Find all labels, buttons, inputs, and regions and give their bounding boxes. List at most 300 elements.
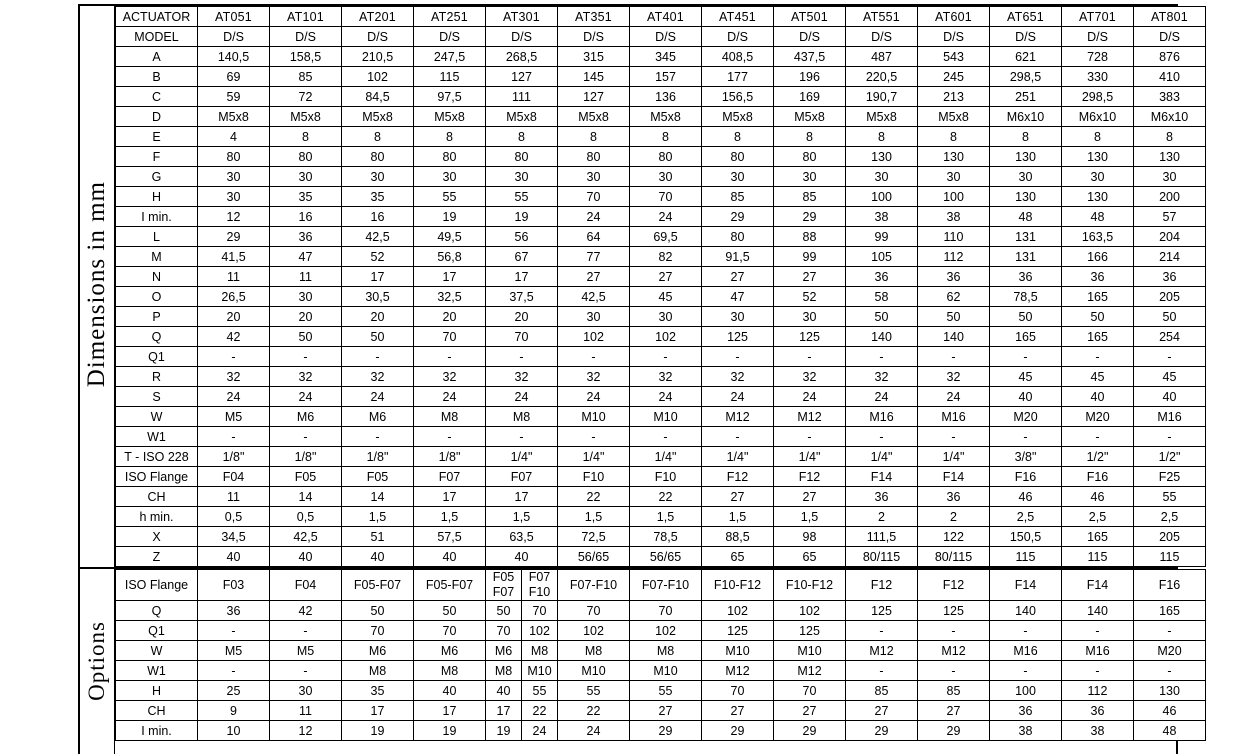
cell: 17 — [486, 267, 558, 287]
cell: 55 — [1134, 487, 1206, 507]
cell: 40 — [342, 547, 414, 567]
cell: M20 — [990, 407, 1062, 427]
cell: 91,5 — [702, 247, 774, 267]
table-row — [116, 467, 1206, 487]
row-label: ISO Flange — [116, 570, 198, 601]
cell: 251 — [990, 87, 1062, 107]
cell: 20 — [342, 307, 414, 327]
cell: 57 — [1134, 207, 1206, 227]
cell: M12 — [702, 661, 774, 681]
cell: M5x8 — [342, 107, 414, 127]
cell: - — [846, 661, 918, 681]
cell: 247,5 — [414, 47, 486, 67]
cell: - — [1062, 661, 1134, 681]
cell: M10 — [702, 641, 774, 661]
split-left: M6 — [486, 641, 522, 660]
cell: F04 — [198, 467, 270, 487]
row-label: Q1 — [116, 621, 198, 641]
cell: 29 — [702, 207, 774, 227]
cell: 165 — [1062, 527, 1134, 547]
cell: - — [270, 621, 342, 641]
model-header-8: AT501 — [774, 7, 846, 27]
cell: 56 — [486, 227, 558, 247]
cell: 1,5 — [414, 507, 486, 527]
cell: 51 — [342, 527, 414, 547]
cell-split — [486, 661, 558, 681]
cell: 24 — [774, 387, 846, 407]
cell: M6 — [342, 407, 414, 427]
cell: 165 — [1062, 287, 1134, 307]
cell: - — [630, 427, 702, 447]
table-row — [116, 601, 1206, 621]
cell: 64 — [558, 227, 630, 247]
cell: 8 — [270, 127, 342, 147]
ds-cell-12: D/S — [1062, 27, 1134, 47]
split-container — [486, 641, 557, 660]
cell: 40 — [1134, 387, 1206, 407]
cell: M6x10 — [1134, 107, 1206, 127]
cell: M5x8 — [486, 107, 558, 127]
cell: 190,7 — [846, 87, 918, 107]
cell: - — [918, 621, 990, 641]
cell: 30 — [558, 307, 630, 327]
cell: 140 — [1062, 601, 1134, 621]
cell: 35 — [270, 187, 342, 207]
cell: 8 — [630, 127, 702, 147]
cell: 36 — [918, 487, 990, 507]
cell: - — [702, 347, 774, 367]
table-row — [116, 621, 1206, 641]
cell: 17 — [414, 487, 486, 507]
split-container — [486, 721, 557, 740]
cell: 50 — [270, 327, 342, 347]
cell: 125 — [702, 327, 774, 347]
cell: M12 — [918, 641, 990, 661]
cell: 40 — [198, 547, 270, 567]
model-header-13: AT801 — [1134, 7, 1206, 27]
cell: 27 — [774, 487, 846, 507]
cell: - — [270, 347, 342, 367]
cell: 150,5 — [990, 527, 1062, 547]
cell: 0,5 — [198, 507, 270, 527]
cell: 12 — [198, 207, 270, 227]
cell: 1/8" — [342, 447, 414, 467]
cell: 20 — [486, 307, 558, 327]
cell: 32 — [198, 367, 270, 387]
model-header-9: AT551 — [846, 7, 918, 27]
cell-split — [486, 701, 558, 721]
cell: 80/115 — [846, 547, 918, 567]
cell: 24 — [630, 387, 702, 407]
cell: 196 — [774, 67, 846, 87]
table-row — [116, 721, 1206, 741]
table-row — [116, 661, 1206, 681]
options-grid — [115, 569, 1206, 741]
cell: 115 — [990, 547, 1062, 567]
cell: 16 — [270, 207, 342, 227]
row-label: D — [116, 107, 198, 127]
options-iso-flange-row — [116, 570, 1206, 601]
cell: 105 — [846, 247, 918, 267]
cell: M12 — [774, 661, 846, 681]
cell: 27 — [702, 701, 774, 721]
cell: M8 — [630, 641, 702, 661]
cell: 11 — [270, 267, 342, 287]
cell: M8 — [558, 641, 630, 661]
cell: 45 — [1134, 367, 1206, 387]
cell: 10 — [198, 721, 270, 741]
cell: 156,5 — [702, 87, 774, 107]
row-label: Q — [116, 327, 198, 347]
cell: 40 — [990, 387, 1062, 407]
cell: M8 — [414, 407, 486, 427]
split-left: 17 — [486, 701, 522, 720]
ds-cell-7: D/S — [702, 27, 774, 47]
model-header-1: AT101 — [270, 7, 342, 27]
cell: 315 — [558, 47, 630, 67]
cell: 140 — [918, 327, 990, 347]
cell: 30 — [630, 307, 702, 327]
split-right: 102 — [529, 623, 550, 638]
model-header-5: AT351 — [558, 7, 630, 27]
cell: 8 — [990, 127, 1062, 147]
options-side-label-cell — [80, 569, 115, 754]
row-label: H — [116, 187, 198, 207]
cell: 125 — [846, 601, 918, 621]
cell: - — [1134, 347, 1206, 367]
cell: 213 — [918, 87, 990, 107]
cell: 140,5 — [198, 47, 270, 67]
cell: 69,5 — [630, 227, 702, 247]
cell: F05-F07 — [342, 570, 414, 601]
model-header-6: AT401 — [630, 7, 702, 27]
cell: 30 — [486, 167, 558, 187]
cell: 27 — [846, 701, 918, 721]
cell: M16 — [1062, 641, 1134, 661]
table-row — [116, 507, 1206, 527]
cell: F25 — [1134, 467, 1206, 487]
row-label: N — [116, 267, 198, 287]
header-row-actuator — [116, 7, 1206, 27]
cell: M8 — [342, 661, 414, 681]
cell: 72,5 — [558, 527, 630, 547]
cell: 177 — [702, 67, 774, 87]
cell: 876 — [1134, 47, 1206, 67]
cell: 543 — [918, 47, 990, 67]
cell: 140 — [990, 601, 1062, 621]
model-header-7: AT451 — [702, 7, 774, 27]
cell: M10 — [558, 407, 630, 427]
cell: 80 — [702, 227, 774, 247]
cell: M10 — [774, 641, 846, 661]
cell: 220,5 — [846, 67, 918, 87]
ds-cell-1: D/S — [270, 27, 342, 47]
cell: 24 — [198, 387, 270, 407]
cell: 50 — [846, 307, 918, 327]
cell: 49,5 — [414, 227, 486, 247]
cell: 24 — [342, 387, 414, 407]
cell: - — [1062, 427, 1134, 447]
cell: 8 — [702, 127, 774, 147]
cell: 19 — [486, 207, 558, 227]
model-header-0: AT051 — [198, 7, 270, 27]
cell: 27 — [702, 487, 774, 507]
cell: 36 — [990, 701, 1062, 721]
cell: 30 — [630, 167, 702, 187]
cell: - — [918, 427, 990, 447]
cell: 30 — [342, 167, 414, 187]
cell: 158,5 — [270, 47, 342, 67]
cell: 268,5 — [486, 47, 558, 67]
cell: 1/4" — [774, 447, 846, 467]
split-left: 40 — [486, 681, 522, 700]
row-label: I min. — [116, 207, 198, 227]
cell: 22 — [630, 487, 702, 507]
split-left: 19 — [486, 721, 522, 740]
cell: 70 — [342, 621, 414, 641]
cell: F07-F10 — [558, 570, 630, 601]
cell: 32 — [558, 367, 630, 387]
cell: 27 — [774, 701, 846, 721]
cell: 70 — [414, 327, 486, 347]
cell: 165 — [990, 327, 1062, 347]
cell: - — [774, 347, 846, 367]
cell: 0,5 — [270, 507, 342, 527]
row-label: H — [116, 681, 198, 701]
row-label: R — [116, 367, 198, 387]
cell: 58 — [846, 287, 918, 307]
cell: F04 — [270, 570, 342, 601]
cell: 1,5 — [486, 507, 558, 527]
cell: 22 — [558, 487, 630, 507]
cell: 45 — [1062, 367, 1134, 387]
cell: 82 — [630, 247, 702, 267]
cell: - — [990, 347, 1062, 367]
cell: 30 — [702, 167, 774, 187]
cell: M6 — [414, 641, 486, 661]
cell: 30 — [414, 167, 486, 187]
cell: 8 — [846, 127, 918, 147]
ds-cell-6: D/S — [630, 27, 702, 47]
cell: - — [198, 347, 270, 367]
cell: - — [270, 427, 342, 447]
cell: 8 — [342, 127, 414, 147]
row-label: F — [116, 147, 198, 167]
cell: 30 — [774, 167, 846, 187]
cell: 30 — [1062, 167, 1134, 187]
cell: 70 — [486, 327, 558, 347]
cell: 52 — [342, 247, 414, 267]
cell: 48 — [990, 207, 1062, 227]
cell: 38 — [990, 721, 1062, 741]
cell: 56/65 — [558, 547, 630, 567]
cell: 62 — [918, 287, 990, 307]
table-row — [116, 227, 1206, 247]
cell: M5x8 — [270, 107, 342, 127]
cell: 136 — [630, 87, 702, 107]
cell: 32 — [774, 367, 846, 387]
cell: F12 — [846, 570, 918, 601]
cell: 111,5 — [846, 527, 918, 547]
cell: 32 — [414, 367, 486, 387]
cell: 37,5 — [486, 287, 558, 307]
split-right: M8 — [530, 643, 549, 658]
cell: 621 — [990, 47, 1062, 67]
cell: 99 — [846, 227, 918, 247]
cell: 102 — [702, 601, 774, 621]
cell: 1/8" — [270, 447, 342, 467]
cell: M5x8 — [702, 107, 774, 127]
cell: - — [486, 347, 558, 367]
cell: 112 — [1062, 681, 1134, 701]
cell: 130 — [1062, 187, 1134, 207]
cell: 32 — [486, 367, 558, 387]
cell: 8 — [918, 127, 990, 147]
table-row — [116, 367, 1206, 387]
cell: - — [774, 427, 846, 447]
cell: 102 — [558, 327, 630, 347]
cell: 29 — [846, 721, 918, 741]
cell: 57,5 — [414, 527, 486, 547]
cell-split-iso — [486, 570, 558, 601]
cell: 26,5 — [198, 287, 270, 307]
cell: 30,5 — [342, 287, 414, 307]
cell: 115 — [1134, 547, 1206, 567]
cell: - — [1062, 347, 1134, 367]
row-label: E — [116, 127, 198, 147]
dimensions-grid — [115, 6, 1206, 567]
cell: 24 — [846, 387, 918, 407]
row-label: M — [116, 247, 198, 267]
cell: 50 — [990, 307, 1062, 327]
cell: 29 — [918, 721, 990, 741]
table-row — [116, 207, 1206, 227]
cell: 80 — [702, 147, 774, 167]
cell: 17 — [486, 487, 558, 507]
table-row — [116, 87, 1206, 107]
ds-cell-4: D/S — [486, 27, 558, 47]
cell: 24 — [558, 207, 630, 227]
cell: 27 — [774, 267, 846, 287]
cell: 30 — [918, 167, 990, 187]
options-side-label-table — [80, 569, 115, 754]
cell: 24 — [558, 387, 630, 407]
row-label: G — [116, 167, 198, 187]
cell: 163,5 — [1062, 227, 1134, 247]
cell: 70 — [558, 601, 630, 621]
split-right-lines — [529, 570, 551, 600]
cell: 205 — [1134, 287, 1206, 307]
cell: 1/2" — [1134, 447, 1206, 467]
cell: 1,5 — [558, 507, 630, 527]
cell: 32 — [918, 367, 990, 387]
cell: 205 — [1134, 527, 1206, 547]
cell: 8 — [1134, 127, 1206, 147]
cell: 24 — [558, 721, 630, 741]
cell: 1/4" — [630, 447, 702, 467]
cell: - — [342, 347, 414, 367]
cell: 130 — [846, 147, 918, 167]
cell: 36 — [1062, 701, 1134, 721]
cell: 125 — [702, 621, 774, 641]
cell: 100 — [846, 187, 918, 207]
cell: - — [918, 347, 990, 367]
table-row — [116, 67, 1206, 87]
cell: 30 — [846, 167, 918, 187]
cell: F10-F12 — [702, 570, 774, 601]
row-label: I min. — [116, 721, 198, 741]
cell: 30 — [702, 307, 774, 327]
cell: 1,5 — [342, 507, 414, 527]
cell: 100 — [918, 187, 990, 207]
cell: 27 — [630, 267, 702, 287]
cell: 42 — [270, 601, 342, 621]
cell: 55 — [414, 187, 486, 207]
cell: F03 — [198, 570, 270, 601]
cell: 1/2" — [1062, 447, 1134, 467]
ds-cell-3: D/S — [414, 27, 486, 47]
row-label: P — [116, 307, 198, 327]
cell: F07-F10 — [630, 570, 702, 601]
cell: F05 — [270, 467, 342, 487]
cell: 80 — [342, 147, 414, 167]
split-left-top: F05 — [492, 570, 515, 584]
row-label: X — [116, 527, 198, 547]
cell: - — [1062, 621, 1134, 641]
options-side-label: Options — [84, 620, 109, 701]
cell: - — [558, 347, 630, 367]
table-row — [116, 447, 1206, 467]
cell: 2 — [918, 507, 990, 527]
cell: 27 — [630, 701, 702, 721]
cell: 1/4" — [558, 447, 630, 467]
cell: 487 — [846, 47, 918, 67]
cell: 36 — [918, 267, 990, 287]
cell: 36 — [198, 601, 270, 621]
cell: F14 — [990, 570, 1062, 601]
model-header-10: AT601 — [918, 7, 990, 27]
cell: 65 — [702, 547, 774, 567]
cell: 50 — [342, 601, 414, 621]
cell: - — [702, 427, 774, 447]
cell: 50 — [342, 327, 414, 347]
cell: 38 — [918, 207, 990, 227]
cell: 36 — [846, 487, 918, 507]
cell: 130 — [1134, 681, 1206, 701]
cell: 78,5 — [630, 527, 702, 547]
cell: 9 — [198, 701, 270, 721]
cell: 77 — [558, 247, 630, 267]
cell: 408,5 — [702, 47, 774, 67]
cell: 16 — [342, 207, 414, 227]
dimensions-side-label-table — [80, 6, 115, 567]
cell: 122 — [918, 527, 990, 547]
cell: 728 — [1062, 47, 1134, 67]
cell: 27 — [702, 267, 774, 287]
cell: 30 — [198, 167, 270, 187]
cell: 140 — [846, 327, 918, 347]
cell: M6 — [342, 641, 414, 661]
cell: 46 — [990, 487, 1062, 507]
cell: M6x10 — [1062, 107, 1134, 127]
cell: M6 — [270, 407, 342, 427]
cell: 130 — [1062, 147, 1134, 167]
cell: M5 — [198, 641, 270, 661]
cell: 165 — [1062, 327, 1134, 347]
split-container — [486, 681, 557, 700]
cell: 8 — [558, 127, 630, 147]
cell: 30 — [270, 167, 342, 187]
